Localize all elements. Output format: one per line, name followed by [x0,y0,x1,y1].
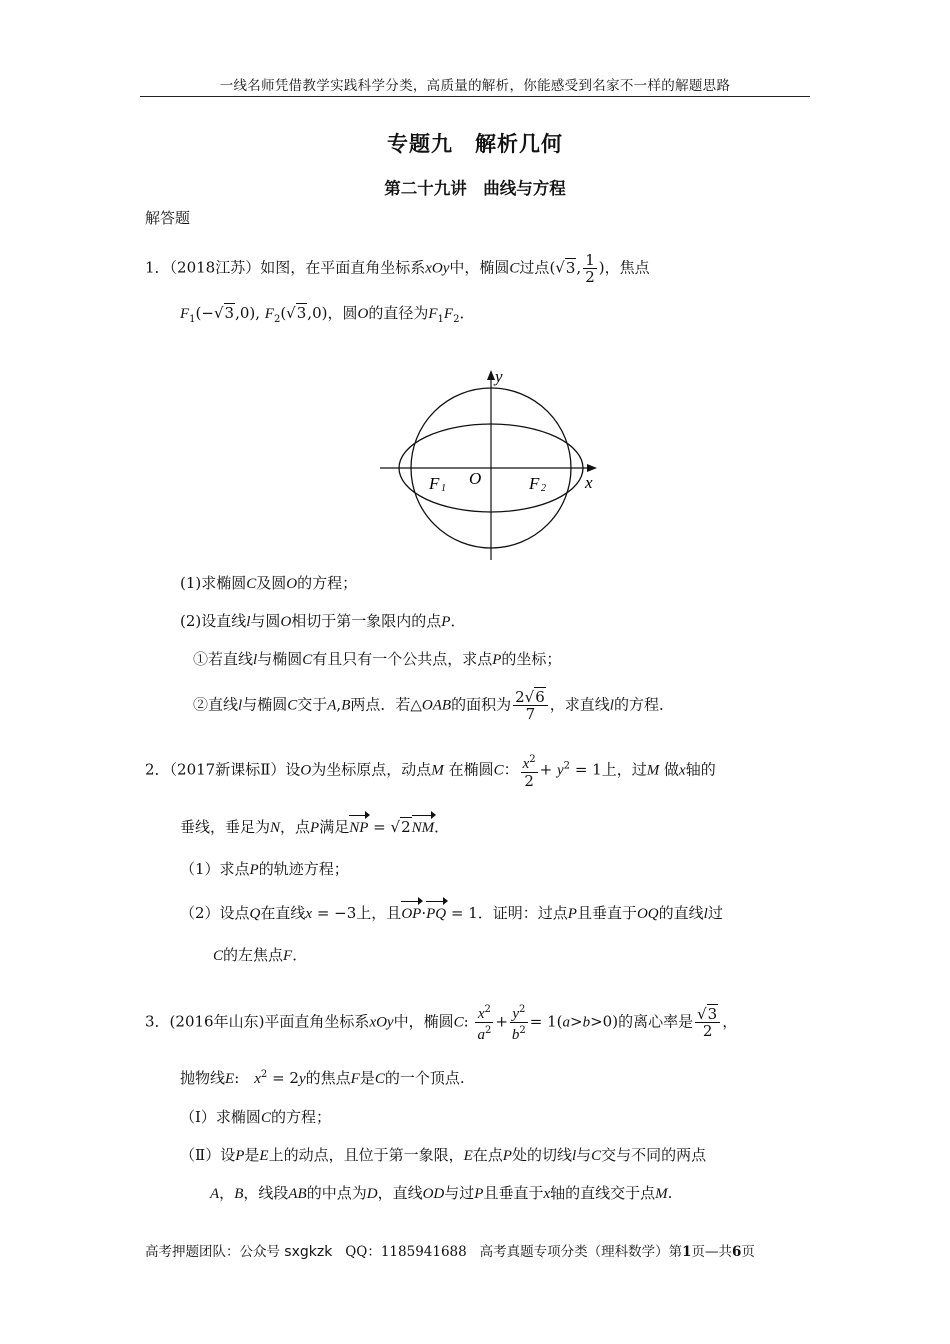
origin-label: O [469,469,482,488]
q1-sub2: ②直线l与椭圆C交于A,B两点．若△OAB的面积为 $\frac{2√6}{7}$ ，求直线l的方程． [193,688,674,723]
page-subtitle: 第二十九讲 曲线与方程 [384,179,566,198]
section-label: 解答题 [145,209,191,227]
header-rule [140,96,810,97]
q2-line1: 2．（2017新课标Ⅱ）设O为坐标原点，动点M 在椭圆C： $\frac{x^2}{2}$ + $y^2 = 1$上，过M 做x轴的 [145,754,716,790]
q1-part1: (1)求椭圆C及圆O的方程； [180,574,358,592]
y-label: y [495,367,503,386]
q3-part1: （Ⅰ）求椭圆C的方程； [180,1108,331,1126]
page-footer: 高考押题团队：公众号 sxgkzk QQ：1185941688 高考真题专项分类（理科数学）第1页—共6页 [145,1244,755,1260]
q1-line2: $F_1(-√3,0)$, $F_2(√3,0)$，圆O的直径为$F_1F_2$． [180,304,475,325]
q3-part2: （Ⅱ）设P是E上的动点，且位于第一象限，E在点P处的切线l与C交与不同的两点 [180,1146,707,1164]
q2-part2: （2）设点Q在直线x = −3上，且OP·PQ = 1．证明：过点P且垂直于OQ的直线l过 [180,902,723,925]
q3-line2: 抛物线E: $x^2 = 2y$的焦点F是C的一个顶点. [180,1069,465,1087]
page-header: 一线名师凭借教学实践科学分类，高质量的解析，你能感受到名家不一样的解题思路 [219,78,731,94]
q2-part1: （1）求点P的轨迹方程； [180,860,349,878]
page-title: 专题九 解析几何 [387,132,563,156]
ellipse-circle-figure [375,362,605,562]
y-axis-arrow [487,370,495,380]
q2-part2-cont: C的左焦点F． [213,946,308,964]
f1-subscript: 1 [441,483,446,494]
q1-part2: (2)设直线l与圆O相切于第一象限内的点P． [180,612,466,630]
footer-page-total: 6 [732,1244,742,1260]
f2-label: F [529,474,540,493]
x-axis-arrow [587,464,597,472]
footer-page-number: 1 [682,1244,692,1260]
q1-sub1: ①若直线l与椭圆C有且只有一个公共点，求点P的坐标； [193,650,562,668]
q3-part2-cont: A，B，线段AB的中点为D，直线OD与过P且垂直于x轴的直线交于点M. [210,1184,673,1202]
q2-line2: 垂线，垂足为N，点P满足NP = √2NM． [180,816,449,839]
q1-line1: 1．（2018江苏）如图，在平面直角坐标系xOy中，椭圆C过点(√3, $\frac{1}{2}$ )，焦点 [145,251,650,286]
q3-line1: 3．(2016年山东)平面直角坐标系xOy中，椭圆C: $\frac{x^2}{a^2}$ + $\frac{y^2}{b^2}$ = 1(a>b>0)的离心率是 $\frac{√3}{2}$ ， [145,1004,738,1043]
x-label: x [585,473,593,492]
f1-label: F [429,474,440,493]
footer-account: sxgkzk [284,1244,333,1260]
f2-subscript: 2 [541,483,546,494]
